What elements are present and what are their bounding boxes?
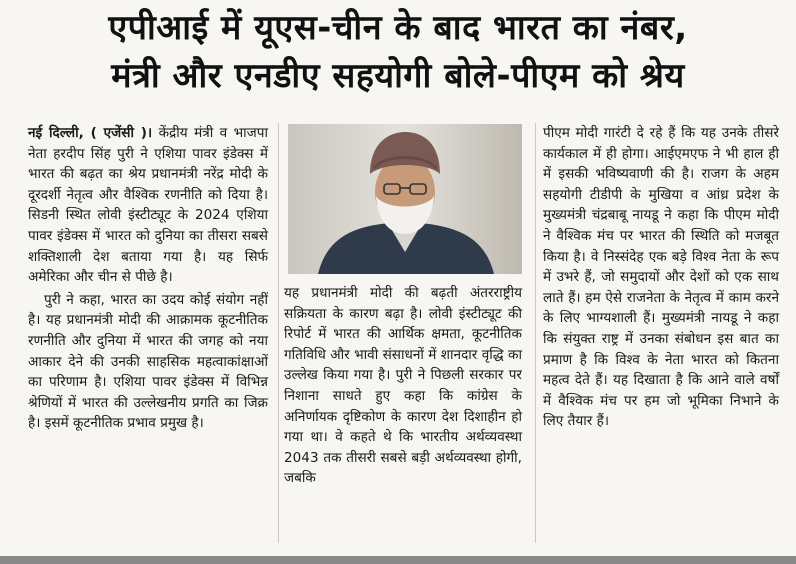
article-paragraph-1-text: केंद्रीय मंत्री व भाजपा नेता हरदीप सिंह पुरी ने एशिया पावर इंडेक्स में भारत की बढ़त का श्रेय प्रधानमंत्री नरेंद्र मोदी के दूरदर्शी नेतृत्व और वैश्विक रणनीति को दिया है। सिडनी स्थित लोवी इंस्टीट्यूट के 2024 एशिया पावर इंडेक्स में भारत को दुनिया का तीसरा सबसे शक्तिशाली देश बताया गया है। यह सिर्फ अमेरिका और चीन से पीछे है।: [28, 125, 269, 286]
article-column-3: [543, 123, 779, 432]
column-divider: [535, 123, 536, 543]
bottom-border: [0, 556, 796, 564]
headline: [0, 4, 796, 100]
column-divider: [278, 123, 279, 543]
headline-line-1: एपीआई में यूएस-चीन के बाद भारत का नंबर,: [108, 8, 688, 48]
article-paragraph-3: यह प्रधानमंत्री मोदी की बढ़ती अंतरराष्ट्रीय सक्रियता के कारण बढ़ा है। लोवी इंस्टीट्यूट की रिपोर्ट में भारत की आर्थिक क्षमता, कूटनीतिक गतिविधि और भावी संसाधनों में शानदार वृद्धि का उल्लेख किया गया है। पुरी ने पिछली सरकार पर निशाना साधते हुए कहा कि कांग्रेस के अनिर्णायक दृष्टिकोण के कारण देश दिशाहीन हो गया था। वे कहते थे कि भारतीय अर्थव्यवस्था 2043 तक तीसरी सबसे बड़ी अर्थव्यवस्था होगी, जबकि: [284, 285, 522, 487]
article-paragraph-4: पीएम मोदी गारंटी दे रहे हैं कि यह उनके तीसरे कार्यकाल में ही होगा। आईएमएफ ने भी हाल ही में इसकी भविष्यवाणी की है। राजग के अहम सहयोगी टीडीपी के मुखिया व आंध्र प्रदेश के मुख्यमंत्री चंद्रबाबू नायडू ने कहा कि पीएम मोदी ने वैश्विक मंच पर भारत की स्थिति को मजबूत किया है। वे निस्संदेह एक बड़े विश्व नेता के रूप में उभरे हैं, जो समुदायों और देशों को एक साथ लाते हैं। हम ऐसे राजनेता के नेतृत्व में काम करने के लिए भाग्यशाली हैं। मुख्यमंत्री नायडू ने कहा कि संयुक्त राष्ट्र में उनका संबोधन इस बात का प्रमाण है कि विश्व के नेता भारत को कितना महत्व देते हैं। यह दिखाता है कि आने वाले वर्षों में वैश्विक मंच पर हम जो भूमिका निभाने के लिए तैयार हैं।: [543, 125, 779, 430]
dateline: नई दिल्ली, ( एजेंसी )।: [28, 125, 153, 141]
article-column-1: [28, 123, 268, 434]
news-photo: [288, 124, 522, 274]
article-paragraph-2: पुरी ने कहा, भारत का उदय कोई संयोग नहीं है। यह प्रधानमंत्री मोदी की आक्रामक कूटनीतिक रणनीति और दुनिया में भारत की जगह को नया आकार देने की उनकी साहसिक महत्वाकांक्षाओं का परिणाम है। एशिया पावर इंडेक्स में विभिन्न श्रेणियों में भारत की उल्लेखनीय प्रगति का जिक्र है। इसमें कूटनीतिक प्रभाव प्रमुख है।: [28, 291, 268, 432]
article-paragraph-1: [28, 123, 268, 288]
article-column-2: [284, 283, 522, 489]
headline-line-2: मंत्री और एनडीए सहयोगी बोले-पीएम को श्रेय: [111, 56, 685, 96]
portrait-photo-icon: [288, 124, 522, 274]
